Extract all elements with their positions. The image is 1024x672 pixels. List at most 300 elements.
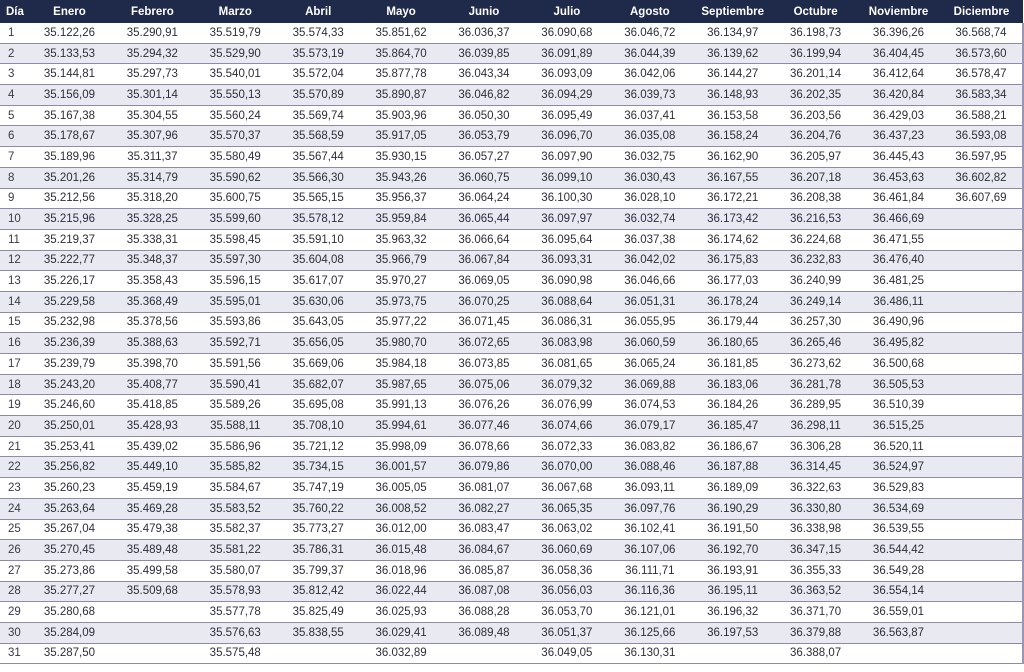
value-cell — [940, 602, 1023, 623]
value-cell: 36.107,06 — [608, 540, 691, 561]
value-cell: 36.520,11 — [857, 436, 940, 457]
value-cell: 36.082,27 — [443, 498, 526, 519]
value-cell — [940, 416, 1023, 437]
value-cell: 35.358,43 — [111, 271, 194, 292]
value-cell: 36.205,97 — [774, 147, 857, 168]
value-cell: 35.998,09 — [360, 436, 443, 457]
value-cell: 36.083,47 — [443, 519, 526, 540]
value-cell: 36.072,33 — [525, 436, 608, 457]
value-cell: 36.076,99 — [525, 395, 608, 416]
value-cell: 36.081,07 — [443, 478, 526, 499]
value-cell: 36.125,66 — [608, 622, 691, 643]
day-cell: 14 — [0, 291, 28, 312]
value-cell: 35.499,58 — [111, 560, 194, 581]
value-cell: 35.540,01 — [194, 64, 277, 85]
value-cell: 36.187,88 — [691, 457, 774, 478]
value-cell: 36.196,32 — [691, 602, 774, 623]
day-cell: 13 — [0, 271, 28, 292]
value-cell: 35.569,74 — [277, 105, 360, 126]
value-cell: 36.111,71 — [608, 560, 691, 581]
column-header-agosto: Agosto — [608, 0, 691, 23]
value-cell: 35.378,56 — [111, 312, 194, 333]
value-cell: 35.287,50 — [28, 643, 111, 664]
column-header-dia: Día — [0, 0, 28, 23]
value-cell — [940, 395, 1023, 416]
day-cell: 11 — [0, 229, 28, 250]
value-cell: 36.549,28 — [857, 560, 940, 581]
value-cell: 36.568,74 — [940, 23, 1023, 43]
value-cell — [940, 498, 1023, 519]
day-cell: 8 — [0, 167, 28, 188]
table-row — [0, 147, 1023, 168]
table-row — [0, 560, 1023, 581]
value-cell: 36.183,06 — [691, 374, 774, 395]
value-cell: 35.156,09 — [28, 85, 111, 106]
value-cell: 36.602,82 — [940, 167, 1023, 188]
value-cell: 35.277,27 — [28, 581, 111, 602]
value-cell: 36.043,34 — [443, 64, 526, 85]
value-cell: 35.256,82 — [28, 457, 111, 478]
value-cell: 36.116,36 — [608, 581, 691, 602]
day-cell: 5 — [0, 105, 28, 126]
value-cell: 36.069,05 — [443, 271, 526, 292]
value-cell: 35.973,75 — [360, 291, 443, 312]
value-cell: 36.035,08 — [608, 126, 691, 147]
value-cell: 36.095,49 — [525, 105, 608, 126]
value-cell: 36.100,30 — [525, 188, 608, 209]
value-cell: 36.144,27 — [691, 64, 774, 85]
value-cell: 36.015,48 — [360, 540, 443, 561]
value-cell: 36.072,65 — [443, 333, 526, 354]
column-header-abril: Abril — [277, 0, 360, 23]
value-cell: 36.158,24 — [691, 126, 774, 147]
value-cell: 35.489,48 — [111, 540, 194, 561]
value-cell: 36.075,06 — [443, 374, 526, 395]
table-row — [0, 457, 1023, 478]
value-cell: 35.598,45 — [194, 229, 277, 250]
value-cell: 36.515,25 — [857, 416, 940, 437]
table-row — [0, 622, 1023, 643]
value-cell — [940, 333, 1023, 354]
value-cell: 36.330,80 — [774, 498, 857, 519]
day-cell: 9 — [0, 188, 28, 209]
value-cell: 36.042,06 — [608, 64, 691, 85]
value-cell: 35.630,06 — [277, 291, 360, 312]
value-cell: 35.201,26 — [28, 167, 111, 188]
value-cell: 36.090,98 — [525, 271, 608, 292]
value-cell: 36.083,82 — [608, 436, 691, 457]
value-cell: 36.049,05 — [525, 643, 608, 664]
table-row — [0, 436, 1023, 457]
value-cell — [940, 291, 1023, 312]
value-cell: 36.030,43 — [608, 167, 691, 188]
value-cell: 35.574,33 — [277, 23, 360, 43]
value-cell: 36.510,39 — [857, 395, 940, 416]
value-cell: 36.490,96 — [857, 312, 940, 333]
value-cell: 35.570,89 — [277, 85, 360, 106]
value-cell: 35.578,12 — [277, 209, 360, 230]
value-cell: 36.089,48 — [443, 622, 526, 643]
value-cell: 35.580,07 — [194, 560, 277, 581]
value-cell: 36.174,62 — [691, 229, 774, 250]
value-cell: 36.066,64 — [443, 229, 526, 250]
day-cell: 21 — [0, 436, 28, 457]
value-cell: 36.466,69 — [857, 209, 940, 230]
value-cell: 36.056,03 — [525, 581, 608, 602]
value-cell: 36.077,46 — [443, 416, 526, 437]
value-cell: 35.578,93 — [194, 581, 277, 602]
value-cell: 36.175,83 — [691, 250, 774, 271]
day-cell: 23 — [0, 478, 28, 499]
value-cell: 35.977,22 — [360, 312, 443, 333]
value-cell: 35.734,15 — [277, 457, 360, 478]
day-cell: 17 — [0, 354, 28, 375]
value-cell: 36.087,08 — [443, 581, 526, 602]
value-cell: 35.994,61 — [360, 416, 443, 437]
value-cell: 35.643,05 — [277, 312, 360, 333]
value-cell: 36.102,41 — [608, 519, 691, 540]
value-cell: 35.469,28 — [111, 498, 194, 519]
value-cell: 36.079,86 — [443, 457, 526, 478]
value-cell: 35.189,96 — [28, 147, 111, 168]
value-cell: 35.167,38 — [28, 105, 111, 126]
value-cell: 36.273,62 — [774, 354, 857, 375]
value-cell: 35.398,70 — [111, 354, 194, 375]
value-cell: 36.588,21 — [940, 105, 1023, 126]
value-cell: 36.178,24 — [691, 291, 774, 312]
value-cell: 36.088,28 — [443, 602, 526, 623]
value-cell: 36.039,85 — [443, 43, 526, 64]
value-cell: 36.078,66 — [443, 436, 526, 457]
table-row — [0, 498, 1023, 519]
value-cell: 35.418,85 — [111, 395, 194, 416]
value-cell: 36.046,66 — [608, 271, 691, 292]
value-cell: 36.097,90 — [525, 147, 608, 168]
column-header-mayo: Mayo — [360, 0, 443, 23]
table-row — [0, 250, 1023, 271]
table-row — [0, 188, 1023, 209]
value-cell: 35.956,37 — [360, 188, 443, 209]
table-row — [0, 85, 1023, 106]
value-cell: 36.067,84 — [443, 250, 526, 271]
value-cell: 36.076,26 — [443, 395, 526, 416]
value-cell: 35.970,27 — [360, 271, 443, 292]
value-cell: 35.580,49 — [194, 147, 277, 168]
value-cell: 36.578,47 — [940, 64, 1023, 85]
value-cell: 36.347,15 — [774, 540, 857, 561]
value-cell: 35.721,12 — [277, 436, 360, 457]
value-cell: 36.338,98 — [774, 519, 857, 540]
day-cell: 22 — [0, 457, 28, 478]
value-cell: 36.539,55 — [857, 519, 940, 540]
value-cell: 36.042,02 — [608, 250, 691, 271]
value-cell: 35.144,81 — [28, 64, 111, 85]
value-cell: 36.593,08 — [940, 126, 1023, 147]
value-cell: 36.074,53 — [608, 395, 691, 416]
table-row — [0, 416, 1023, 437]
table-row — [0, 540, 1023, 561]
day-cell: 30 — [0, 622, 28, 643]
value-cell: 36.554,14 — [857, 581, 940, 602]
value-cell: 35.133,53 — [28, 43, 111, 64]
value-cell: 35.963,32 — [360, 229, 443, 250]
value-cell: 36.088,64 — [525, 291, 608, 312]
value-cell — [940, 622, 1023, 643]
value-cell: 35.597,30 — [194, 250, 277, 271]
value-cell: 36.065,44 — [443, 209, 526, 230]
value-cell: 36.053,79 — [443, 126, 526, 147]
value-cell: 36.534,69 — [857, 498, 940, 519]
value-cell: 35.368,49 — [111, 291, 194, 312]
day-cell: 12 — [0, 250, 28, 271]
value-cell: 36.032,89 — [360, 643, 443, 664]
value-cell: 36.298,11 — [774, 416, 857, 437]
value-cell: 36.202,35 — [774, 85, 857, 106]
value-cell: 36.184,26 — [691, 395, 774, 416]
column-header-noviembre: Noviembre — [857, 0, 940, 23]
value-cell: 36.095,64 — [525, 229, 608, 250]
value-cell: 35.980,70 — [360, 333, 443, 354]
value-cell: 35.864,70 — [360, 43, 443, 64]
value-cell: 35.966,79 — [360, 250, 443, 271]
day-cell: 6 — [0, 126, 28, 147]
value-cell: 36.064,24 — [443, 188, 526, 209]
value-cell: 36.083,98 — [525, 333, 608, 354]
value-cell: 35.290,91 — [111, 23, 194, 43]
value-cell: 36.505,53 — [857, 374, 940, 395]
value-cell: 35.592,71 — [194, 333, 277, 354]
value-cell: 36.065,24 — [608, 354, 691, 375]
value-cell: 36.008,52 — [360, 498, 443, 519]
value-cell: 35.599,60 — [194, 209, 277, 230]
value-cell: 36.289,95 — [774, 395, 857, 416]
table-header — [0, 0, 1023, 23]
value-cell: 36.249,14 — [774, 291, 857, 312]
value-cell: 36.079,17 — [608, 416, 691, 437]
value-cell: 36.074,66 — [525, 416, 608, 437]
value-cell: 35.519,79 — [194, 23, 277, 43]
value-cell — [940, 250, 1023, 271]
value-cell: 36.053,70 — [525, 602, 608, 623]
value-cell: 36.281,78 — [774, 374, 857, 395]
value-cell: 36.086,31 — [525, 312, 608, 333]
value-cell: 36.025,93 — [360, 602, 443, 623]
value-cell: 36.193,91 — [691, 560, 774, 581]
value-cell: 35.212,56 — [28, 188, 111, 209]
day-cell: 3 — [0, 64, 28, 85]
value-cell: 35.991,13 — [360, 395, 443, 416]
day-cell: 15 — [0, 312, 28, 333]
value-cell: 35.243,20 — [28, 374, 111, 395]
value-cell: 36.001,57 — [360, 457, 443, 478]
value-cell: 36.355,33 — [774, 560, 857, 581]
value-cell: 35.328,25 — [111, 209, 194, 230]
value-cell: 35.593,86 — [194, 312, 277, 333]
day-cell: 18 — [0, 374, 28, 395]
value-cell: 35.959,84 — [360, 209, 443, 230]
value-cell: 35.987,65 — [360, 374, 443, 395]
value-cell: 36.224,68 — [774, 229, 857, 250]
value-cell: 36.195,11 — [691, 581, 774, 602]
day-cell: 29 — [0, 602, 28, 623]
value-cell: 36.445,43 — [857, 147, 940, 168]
value-cell: 35.304,55 — [111, 105, 194, 126]
day-cell: 24 — [0, 498, 28, 519]
value-cell: 36.177,03 — [691, 271, 774, 292]
value-cell: 36.573,60 — [940, 43, 1023, 64]
table-row — [0, 291, 1023, 312]
value-cell: 36.079,32 — [525, 374, 608, 395]
value-cell: 35.595,01 — [194, 291, 277, 312]
value-cell: 36.028,10 — [608, 188, 691, 209]
column-header-diciembre: Diciembre — [940, 0, 1023, 23]
value-cell: 36.172,21 — [691, 188, 774, 209]
value-cell: 36.094,29 — [525, 85, 608, 106]
value-cell: 35.590,62 — [194, 167, 277, 188]
value-cell: 35.773,27 — [277, 519, 360, 540]
value-cell: 35.582,37 — [194, 519, 277, 540]
value-cell: 35.560,24 — [194, 105, 277, 126]
value-cell: 36.039,73 — [608, 85, 691, 106]
value-cell: 35.617,07 — [277, 271, 360, 292]
value-cell: 35.239,79 — [28, 354, 111, 375]
value-cell: 36.167,55 — [691, 167, 774, 188]
value-cell: 35.280,68 — [28, 602, 111, 623]
value-cell — [691, 643, 774, 664]
day-cell: 25 — [0, 519, 28, 540]
column-header-septiembre: Septiembre — [691, 0, 774, 23]
value-cell: 35.584,67 — [194, 478, 277, 499]
value-cell: 36.208,38 — [774, 188, 857, 209]
value-cell: 36.597,95 — [940, 147, 1023, 168]
value-cell: 36.088,46 — [608, 457, 691, 478]
value-cell — [111, 622, 194, 643]
table-row — [0, 271, 1023, 292]
day-cell: 19 — [0, 395, 28, 416]
value-cell: 35.682,07 — [277, 374, 360, 395]
value-cell: 36.179,44 — [691, 312, 774, 333]
value-cell: 35.590,41 — [194, 374, 277, 395]
value-cell: 35.573,19 — [277, 43, 360, 64]
day-cell: 16 — [0, 333, 28, 354]
value-cell: 35.708,10 — [277, 416, 360, 437]
value-cell: 36.173,42 — [691, 209, 774, 230]
value-cell: 36.265,46 — [774, 333, 857, 354]
value-cell: 36.069,88 — [608, 374, 691, 395]
table-row — [0, 643, 1023, 664]
value-cell: 35.669,06 — [277, 354, 360, 375]
value-cell — [857, 643, 940, 664]
value-cell: 36.037,38 — [608, 229, 691, 250]
value-cell: 36.396,26 — [857, 23, 940, 43]
value-cell: 35.348,37 — [111, 250, 194, 271]
value-cell: 36.130,31 — [608, 643, 691, 664]
value-cell: 35.591,56 — [194, 354, 277, 375]
value-cell: 36.476,40 — [857, 250, 940, 271]
table-row — [0, 312, 1023, 333]
value-cell: 35.760,22 — [277, 498, 360, 519]
value-cell: 35.408,77 — [111, 374, 194, 395]
value-cell: 36.162,90 — [691, 147, 774, 168]
value-cell: 36.121,01 — [608, 602, 691, 623]
day-cell: 31 — [0, 643, 28, 664]
value-cell: 36.051,37 — [525, 622, 608, 643]
table-row — [0, 581, 1023, 602]
table-row — [0, 23, 1023, 43]
value-cell: 36.486,11 — [857, 291, 940, 312]
value-cell: 35.479,38 — [111, 519, 194, 540]
value-cell: 35.567,44 — [277, 147, 360, 168]
column-header-enero: Enero — [28, 0, 111, 23]
table-row — [0, 333, 1023, 354]
value-cell: 36.544,42 — [857, 540, 940, 561]
value-cell: 36.371,70 — [774, 602, 857, 623]
value-cell: 35.550,13 — [194, 85, 277, 106]
value-cell: 36.067,68 — [525, 478, 608, 499]
value-cell: 35.930,15 — [360, 147, 443, 168]
header-row — [0, 0, 1023, 23]
value-cell: 35.838,55 — [277, 622, 360, 643]
value-cell: 35.591,10 — [277, 229, 360, 250]
value-cell: 35.565,15 — [277, 188, 360, 209]
value-cell: 36.071,45 — [443, 312, 526, 333]
value-cell: 36.029,41 — [360, 622, 443, 643]
value-cell: 36.036,37 — [443, 23, 526, 43]
column-header-junio: Junio — [443, 0, 526, 23]
day-cell: 1 — [0, 23, 28, 43]
value-cell: 36.190,29 — [691, 498, 774, 519]
value-cell: 35.877,78 — [360, 64, 443, 85]
value-cell: 36.093,31 — [525, 250, 608, 271]
value-cell: 36.429,03 — [857, 105, 940, 126]
value-cell: 36.097,76 — [608, 498, 691, 519]
value-cell — [940, 478, 1023, 499]
value-cell: 35.294,32 — [111, 43, 194, 64]
value-cell: 36.091,89 — [525, 43, 608, 64]
column-header-marzo: Marzo — [194, 0, 277, 23]
table-row — [0, 374, 1023, 395]
value-cell — [940, 209, 1023, 230]
value-cell: 35.273,86 — [28, 560, 111, 581]
value-cell: 35.215,96 — [28, 209, 111, 230]
table-row — [0, 478, 1023, 499]
value-cell: 36.018,96 — [360, 560, 443, 581]
value-cell: 35.577,78 — [194, 602, 277, 623]
value-cell: 36.404,45 — [857, 43, 940, 64]
value-cell: 36.191,50 — [691, 519, 774, 540]
value-cell: 36.097,97 — [525, 209, 608, 230]
value-cell: 35.572,04 — [277, 64, 360, 85]
value-cell: 36.153,58 — [691, 105, 774, 126]
value-cell: 35.596,15 — [194, 271, 277, 292]
value-cell: 35.575,48 — [194, 643, 277, 664]
value-cell: 35.178,67 — [28, 126, 111, 147]
value-cell: 36.022,44 — [360, 581, 443, 602]
value-cell — [940, 374, 1023, 395]
value-cell: 36.314,45 — [774, 457, 857, 478]
table-row — [0, 105, 1023, 126]
value-cell: 35.586,96 — [194, 436, 277, 457]
value-cell — [940, 519, 1023, 540]
value-cell: 36.607,69 — [940, 188, 1023, 209]
value-cell: 35.219,37 — [28, 229, 111, 250]
value-cell: 36.379,88 — [774, 622, 857, 643]
value-cell — [277, 643, 360, 664]
value-cell — [940, 354, 1023, 375]
value-cell: 35.314,79 — [111, 167, 194, 188]
value-cell: 36.084,67 — [443, 540, 526, 561]
value-cell: 35.246,60 — [28, 395, 111, 416]
